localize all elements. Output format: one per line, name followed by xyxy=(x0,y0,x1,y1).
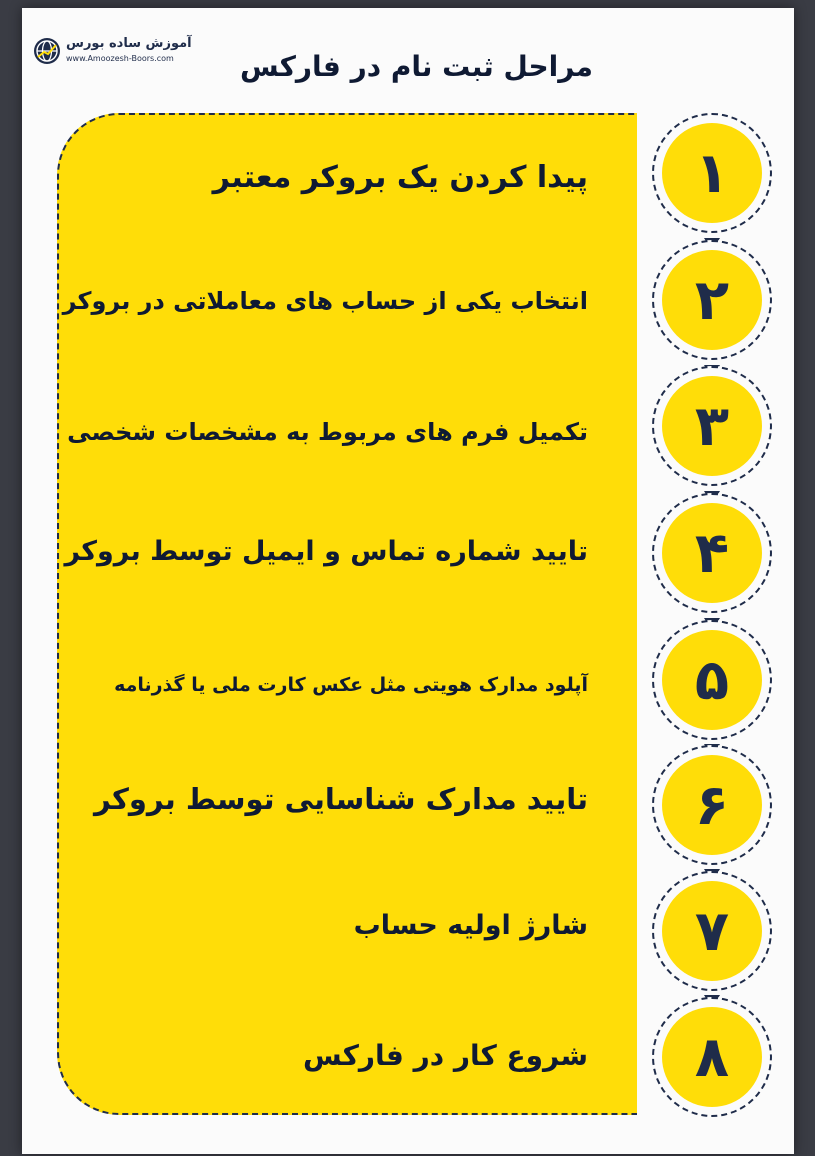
step-4-badge xyxy=(652,493,772,613)
steps-panel xyxy=(57,113,637,1115)
brand-name: آموزش ساده بورس xyxy=(66,36,192,51)
brand-url: www.Amoozesh-Boors.com xyxy=(66,54,174,63)
step-6-text: تایید مدارک شناسایی توسط بروکر xyxy=(93,782,588,816)
step-5-badge xyxy=(652,620,772,740)
step-1-badge xyxy=(652,113,772,233)
step-7-text: شارژ اولیه حساب xyxy=(353,910,588,941)
step-5-text: آپلود مدارک هویتی مثل عکس کارت ملی یا گذرنامه xyxy=(114,674,588,696)
step-2-badge xyxy=(652,240,772,360)
step-5-number: ۵ xyxy=(662,630,762,730)
step-1-number: ۱ xyxy=(662,123,762,223)
step-3-text: تکمیل فرم های مربوط به مشخصات شخصی xyxy=(67,418,588,446)
brand-logo xyxy=(34,36,192,70)
step-2-text: انتخاب یکی از حساب های معاملاتی در بروکر xyxy=(62,287,588,315)
step-6-number: ۶ xyxy=(662,755,762,855)
step-7-number: ۷ xyxy=(662,881,762,981)
step-3-number: ۳ xyxy=(662,376,762,476)
step-3-badge xyxy=(652,366,772,486)
step-2-number: ۲ xyxy=(662,250,762,350)
step-8-badge xyxy=(652,997,772,1117)
globe-chart-icon xyxy=(34,38,60,64)
step-4-number: ۴ xyxy=(662,503,762,603)
step-1-text: پیدا کردن یک بروکر معتبر xyxy=(212,160,588,195)
step-8-text: شروع کار در فارکس xyxy=(303,1039,588,1072)
step-7-badge xyxy=(652,871,772,991)
step-8-number: ۸ xyxy=(662,1007,762,1107)
step-6-badge xyxy=(652,745,772,865)
step-4-text: تایید شماره تماس و ایمیل توسط بروکر xyxy=(64,536,588,567)
page-title: مراحل ثبت نام در فارکس xyxy=(240,50,593,83)
